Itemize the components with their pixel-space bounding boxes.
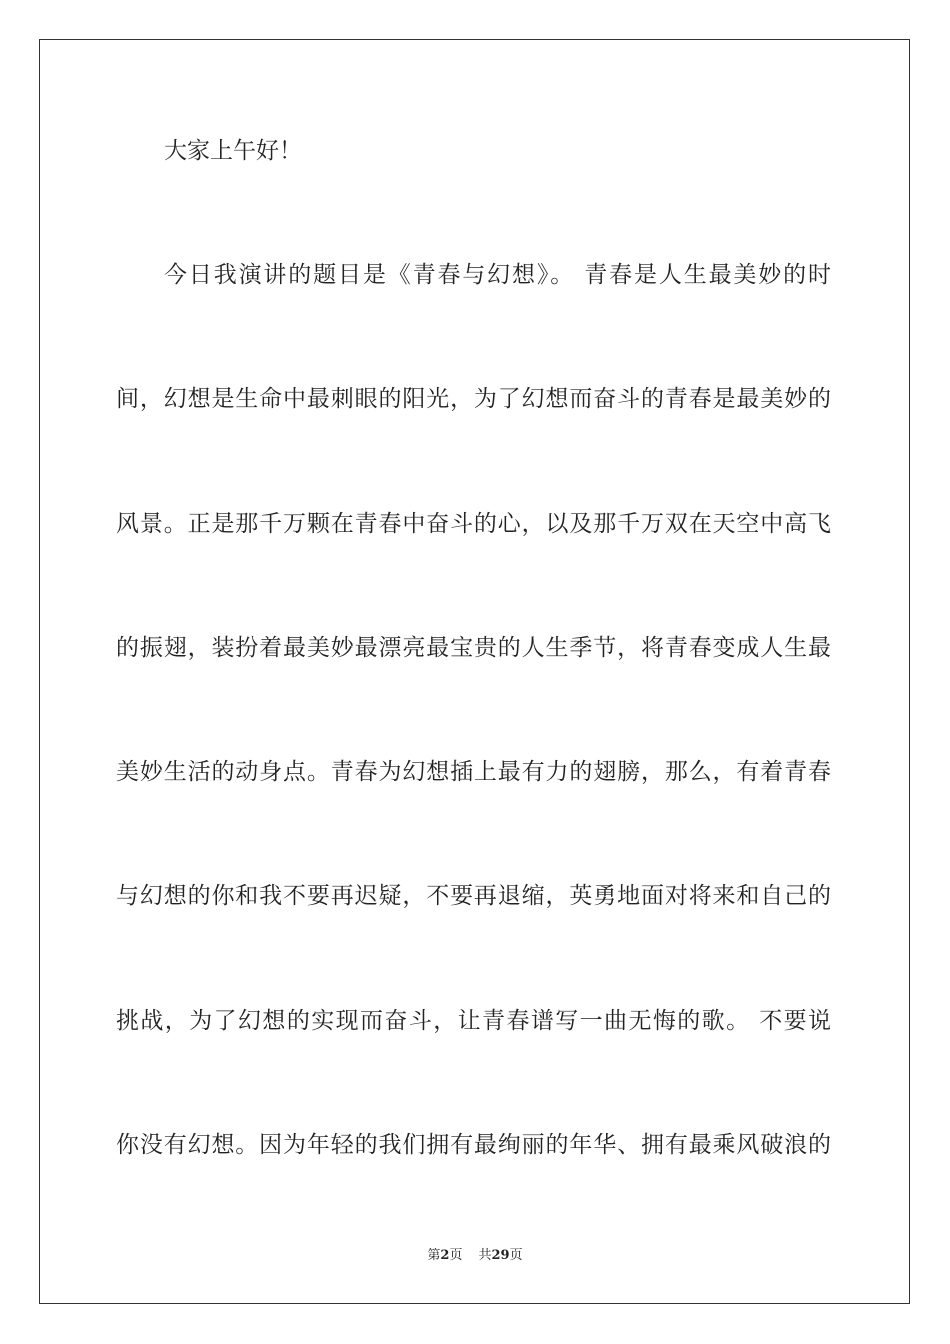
paragraph-line: 的振翅，装扮着最美妙最漂亮最宝贵的人生季节，将青春变成人生最 [116, 635, 831, 661]
paragraph-line: 你没有幻想。因为年轻的我们拥有最绚丽的年华、拥有最乘风破浪的 [116, 1132, 831, 1158]
paragraph-line: 间，幻想是生命中最刺眼的阳光，为了幻想而奋斗的青春是最美妙的 [116, 386, 831, 412]
footer-total-suffix: 页 [509, 1248, 523, 1263]
paragraph-line: 风景。正是那千万颗在青春中奋斗的心，以及那千万双在天空中高飞 [116, 511, 831, 537]
paragraph-line: 美妙生活的动身点。青春为幻想插上最有力的翅膀，那么，有着青春 [116, 759, 831, 785]
page-footer [0, 1244, 950, 1263]
footer-total-pages: 29 [491, 1248, 510, 1263]
footer-page-prefix: 第 [427, 1248, 441, 1263]
footer-total-prefix: 共 [478, 1248, 492, 1263]
paragraph-line: 与幻想的你和我不要再迟疑，不要再退缩，英勇地面对将来和自己的 [116, 883, 831, 909]
page-frame [39, 39, 910, 1304]
paragraph-line: 今日我演讲的题目是《青春与幻想》。 青春是人生最美妙的时 [164, 262, 831, 288]
footer-page-suffix: 页 [449, 1248, 463, 1263]
footer-page-number: 2 [440, 1248, 450, 1263]
greeting-line: 大家上午好！ [164, 138, 302, 164]
paragraph-line: 挑战，为了幻想的实现而奋斗，让青春谱写一曲无悔的歌。 不要说 [116, 1008, 831, 1034]
